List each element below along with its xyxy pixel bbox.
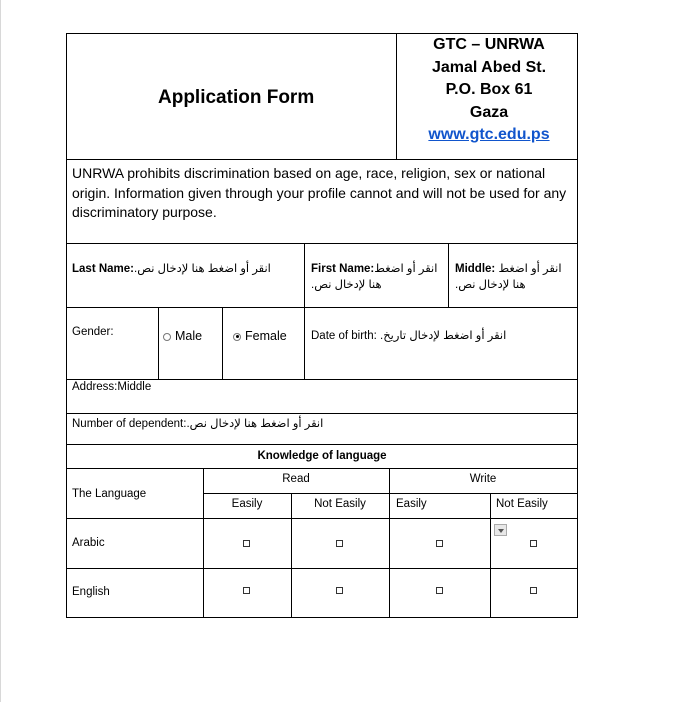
arabic-write-not-easily-checkbox[interactable] bbox=[530, 540, 537, 547]
first-name-field[interactable]: انقر أو اضغط هنا لإدخال نص. bbox=[311, 263, 438, 291]
radio-male[interactable] bbox=[163, 333, 171, 341]
radio-female[interactable] bbox=[233, 333, 241, 341]
english-write-easily-checkbox[interactable] bbox=[436, 587, 443, 594]
language-row-name: Arabic bbox=[72, 537, 105, 549]
middle-name-field[interactable]: انقر أو اضغط هنا لإدخال نص. bbox=[455, 263, 562, 291]
english-read-not-easily-checkbox[interactable] bbox=[336, 587, 343, 594]
middle-name-label: Middle: bbox=[455, 263, 496, 275]
language-row-name: English bbox=[72, 586, 110, 598]
col-write-easily: Easily bbox=[396, 498, 427, 510]
org-line-1: GTC – UNRWA bbox=[433, 36, 545, 53]
col-write: Write bbox=[469, 473, 497, 485]
arabic-read-easily-checkbox[interactable] bbox=[243, 540, 250, 547]
notice-text: UNRWA prohibits discrimination based on age, race, religion, sex or national origin. Information given through your profile cannot and will not be used for any discriminatory purpose. bbox=[72, 165, 567, 220]
org-line-4: Gaza bbox=[469, 104, 509, 121]
content-control-dropdown-icon[interactable] bbox=[494, 524, 507, 536]
col-language: The Language bbox=[72, 488, 147, 500]
address-field[interactable]: Address:Middle bbox=[72, 381, 152, 393]
gender-label: Gender: bbox=[72, 326, 114, 338]
dob-label: Date of birth: bbox=[311, 330, 377, 342]
website-link[interactable]: www.gtc.edu.ps bbox=[428, 126, 550, 143]
col-read-easily: Easily bbox=[231, 498, 263, 510]
language-heading: Knowledge of language bbox=[257, 450, 387, 462]
last-name-field[interactable]: انقر أو اضغط هنا لإدخال نص. bbox=[134, 263, 271, 275]
form-title: Application Form bbox=[158, 87, 315, 108]
org-line-3: P.O. Box 61 bbox=[445, 81, 533, 98]
first-name-label: First Name: bbox=[311, 263, 375, 275]
gender-male-option[interactable] bbox=[163, 329, 202, 343]
arabic-write-easily-checkbox[interactable] bbox=[436, 540, 443, 547]
dependents-label: Number of dependent: bbox=[72, 418, 187, 430]
org-line-2: Jamal Abed St. bbox=[431, 59, 547, 76]
gender-female-option[interactable] bbox=[233, 329, 287, 343]
english-read-easily-checkbox[interactable] bbox=[243, 587, 250, 594]
arabic-read-not-easily-checkbox[interactable] bbox=[336, 540, 343, 547]
dob-field[interactable]: انقر أو اضغط لإدخال تاريخ. bbox=[380, 330, 507, 342]
col-read-not-easily: Not Easily bbox=[314, 498, 366, 510]
page-edge bbox=[0, 0, 1, 702]
col-read: Read bbox=[282, 473, 310, 485]
last-name-label: Last Name: bbox=[72, 263, 134, 275]
col-write-not-easily: Not Easily bbox=[496, 498, 548, 510]
male-label: Male bbox=[175, 329, 203, 343]
dependents-field[interactable]: انقر أو اضغط هنا لإدخال نص. bbox=[186, 418, 324, 430]
english-write-not-easily-checkbox[interactable] bbox=[530, 587, 537, 594]
female-label: Female bbox=[245, 329, 287, 343]
